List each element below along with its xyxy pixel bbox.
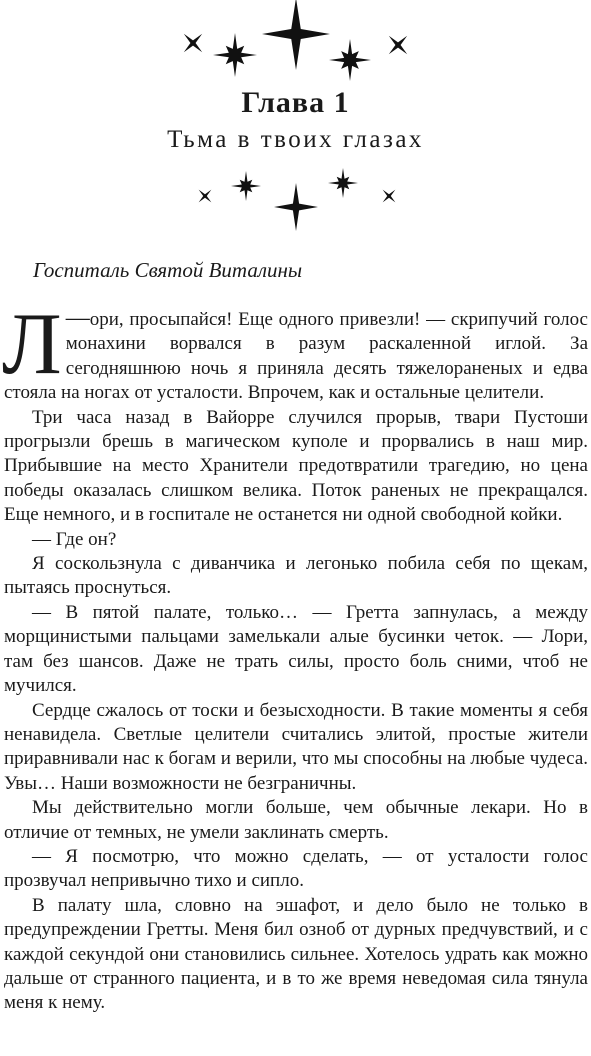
paragraph: — Где он? — [32, 528, 117, 550]
star-icon — [192, 183, 217, 208]
chapter-title: Тьма в твоих глазах — [167, 126, 424, 153]
star-icon — [376, 183, 401, 208]
star-icon — [231, 171, 261, 201]
star-icon — [175, 25, 212, 62]
drop-cap: Л — [2, 296, 62, 393]
chapter-text — [2, 296, 588, 1016]
paragraph: — В пятой палате, только… — Гретта запнулась, а между морщинистыми пальцами замелькали алые бусинки четок. — Лори, там без шансов. Даже не трать силы, просто боль сними, чтоб не мучился. — [4, 601, 588, 697]
paragraph: — Я посмотрю, что можно сделать, — от усталости голос прозвучал непривычно тихо и сипло. — [4, 845, 588, 892]
chapter-number: Глава 1 — [241, 86, 350, 119]
location-heading: Госпиталь Святой Виталины — [33, 258, 303, 282]
star-icon — [328, 168, 358, 198]
paragraph-text: ори, просыпайся! Еще одного привезли! — скрипучий голос монахини ворвался в разум раскаленной иглой. За сегодняшнюю ночь я приняла десять тяжелораненых и едва стояла на ногах от усталости. Впрочем, как и остальные целители. — [4, 309, 588, 404]
star-icon — [262, 0, 330, 70]
paragraph: Три часа назад в Вайорре случился прорыв, твари Пустоши прогрызли брешь в магическом куполе и прорвались в наш мир. Прибывшие на место Хранители предотвратили трагедию, но цена победы оказалась слишком велика. Поток раненых не прекращался. Еще немного, и в госпитале не останется ни одной свободной койки. — [4, 406, 588, 526]
star-icon — [274, 183, 318, 231]
star-icon — [380, 27, 417, 64]
chapter-ornament — [0, 0, 591, 240]
star-icon — [329, 39, 371, 81]
star-icon — [213, 33, 257, 77]
paragraph: Сердце сжалось от тоски и безысходности. В такие моменты я себя ненавидела. Светлые целители считались элитой, простые жители приравнивали нас к богам и верили, что мы способны на любые чудеса. Увы… Наши возможности не безграничны. — [4, 699, 588, 794]
dialogue-dash: — — [65, 305, 90, 331]
paragraph: В палату шла, словно на эшафот, и дело было не только в предупреждении Гретты. Меня бил озноб от дурных предчувствий, и с каждой секундой они становились сильнее. Хотелось удрать как можно дальше от странного пациента, и в то же время неведомая сила тянула меня к нему. — [4, 894, 588, 1014]
paragraph: Мы действительно могли больше, чем обычные лекари. Но в отличие от темных, не умели заклинать смерть. — [4, 797, 588, 843]
paragraph: Я соскользнула с диванчика и легонько побила себя по щекам, пытаясь проснуться. — [4, 553, 588, 599]
paragraph — [2, 296, 588, 406]
